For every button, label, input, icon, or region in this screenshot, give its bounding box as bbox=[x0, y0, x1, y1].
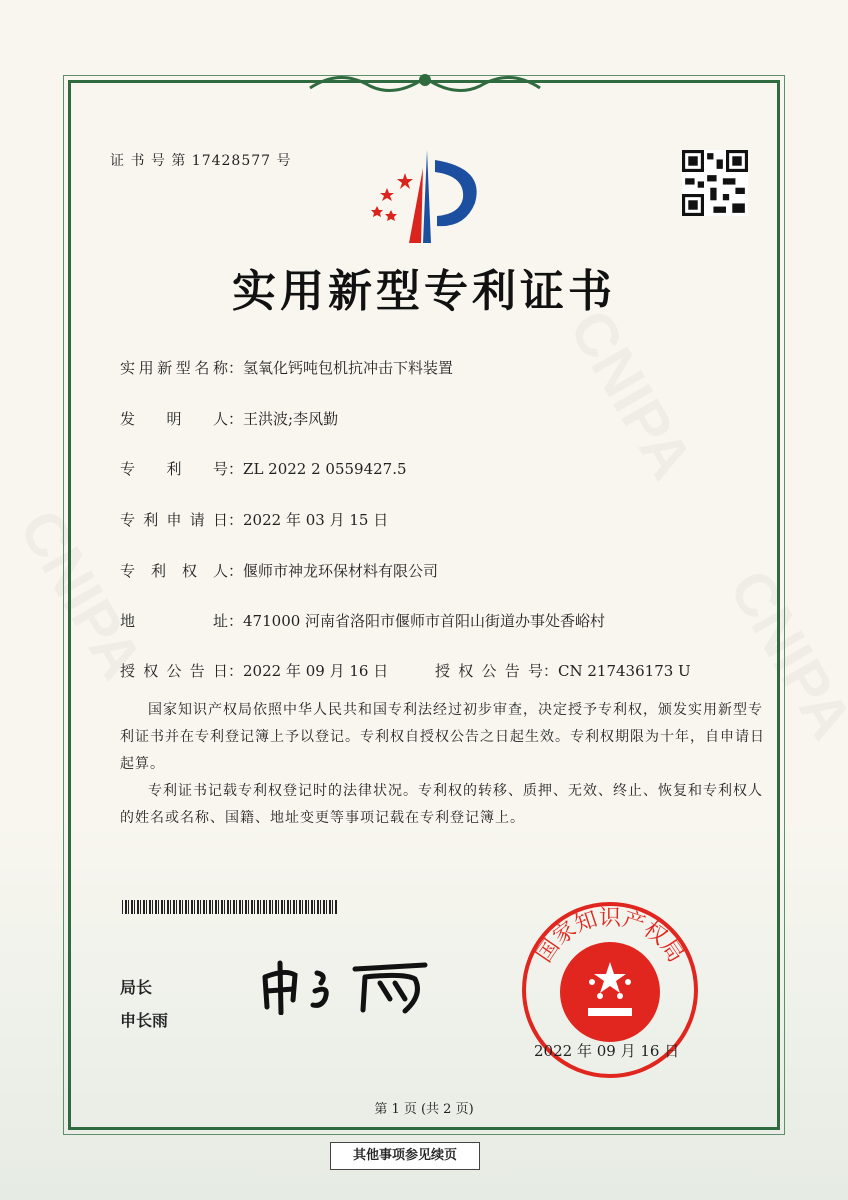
field-application-date: 专利申请日：2022 年 03 月 15 日 bbox=[120, 511, 389, 529]
seal-text: 国家知识产权局 bbox=[531, 906, 689, 968]
cnipa-logo-icon bbox=[365, 148, 495, 248]
statement-paragraph: 国家知识产权局依照中华人民共和国专利法经过初步审查，决定授予专利权，颁发实用新型专利证书并在专利登记簿上予以登记。专利权自授权公告之日起生效。专利权期限为十年，自申请日起算。 bbox=[120, 702, 765, 772]
national-emblem-icon bbox=[560, 942, 660, 1042]
certificate-number: 证 书 号 第 17428577 号 bbox=[110, 153, 292, 169]
continuation-note: 其他事项参见续页 bbox=[330, 1142, 480, 1170]
field-value: 偃师市神龙环保材料有限公司 bbox=[243, 562, 439, 580]
field-value: 2022 年 03 月 15 日 bbox=[243, 511, 389, 529]
field-label: 授权公告日 bbox=[120, 662, 228, 680]
field-label: 专利申请日 bbox=[120, 511, 228, 529]
field-value: CN 217436173 U bbox=[558, 662, 691, 680]
signature-icon bbox=[255, 955, 440, 1015]
qr-code-icon bbox=[682, 150, 748, 216]
field-grant-publication-number: 授权公告号：CN 217436173 U bbox=[435, 662, 691, 680]
field-patent-number: 专利号：ZL 2022 2 0559427.5 bbox=[120, 460, 407, 478]
field-label: 专利号 bbox=[120, 460, 228, 478]
field-label: 授权公告号 bbox=[435, 662, 543, 680]
seal-date: 2022 年 09 月 16 日 bbox=[534, 1042, 680, 1060]
barcode bbox=[122, 900, 337, 914]
field-address: 地址：471000 河南省洛阳市偃师市首阳山街道办事处香峪村 bbox=[120, 612, 606, 630]
field-grant-date: 授权公告日：2022 年 09 月 16 日 bbox=[120, 662, 389, 680]
signatory-name: 申长雨 bbox=[120, 1011, 169, 1030]
field-value: 471000 河南省洛阳市偃师市首阳山街道办事处香峪村 bbox=[243, 612, 606, 630]
field-label: 发明人 bbox=[120, 410, 228, 428]
field-value: 王洪波;李风勤 bbox=[243, 410, 339, 428]
field-value: 氢氧化钙吨包机抗冲击下料装置 bbox=[243, 359, 454, 377]
field-label: 地址 bbox=[120, 612, 228, 630]
field-inventor: 发明人：王洪波;李风勤 bbox=[120, 410, 339, 428]
field-patentee: 专利权人：偃师市神龙环保材料有限公司 bbox=[120, 562, 439, 580]
field-label: 实用新型名称 bbox=[120, 359, 228, 377]
signatory-title: 局长 bbox=[120, 978, 153, 997]
field-utility-model-name: 实用新型名称：氢氧化钙吨包机抗冲击下料装置 bbox=[120, 359, 454, 377]
page-title: 实用新型专利证书 bbox=[232, 266, 616, 317]
page-number: 第 1 页 (共 2 页) bbox=[374, 1102, 474, 1117]
ornament-icon bbox=[300, 68, 550, 98]
field-value: 2022 年 09 月 16 日 bbox=[243, 662, 389, 680]
field-label: 专利权人 bbox=[120, 562, 228, 580]
field-value: ZL 2022 2 0559427.5 bbox=[243, 460, 407, 478]
statement-paragraph: 专利证书记载专利权登记时的法律状况。专利权的转移、质押、无效、终止、恢复和专利权人的姓名或名称、国籍、地址变更等事项记载在专利登记簿上。 bbox=[120, 783, 763, 826]
